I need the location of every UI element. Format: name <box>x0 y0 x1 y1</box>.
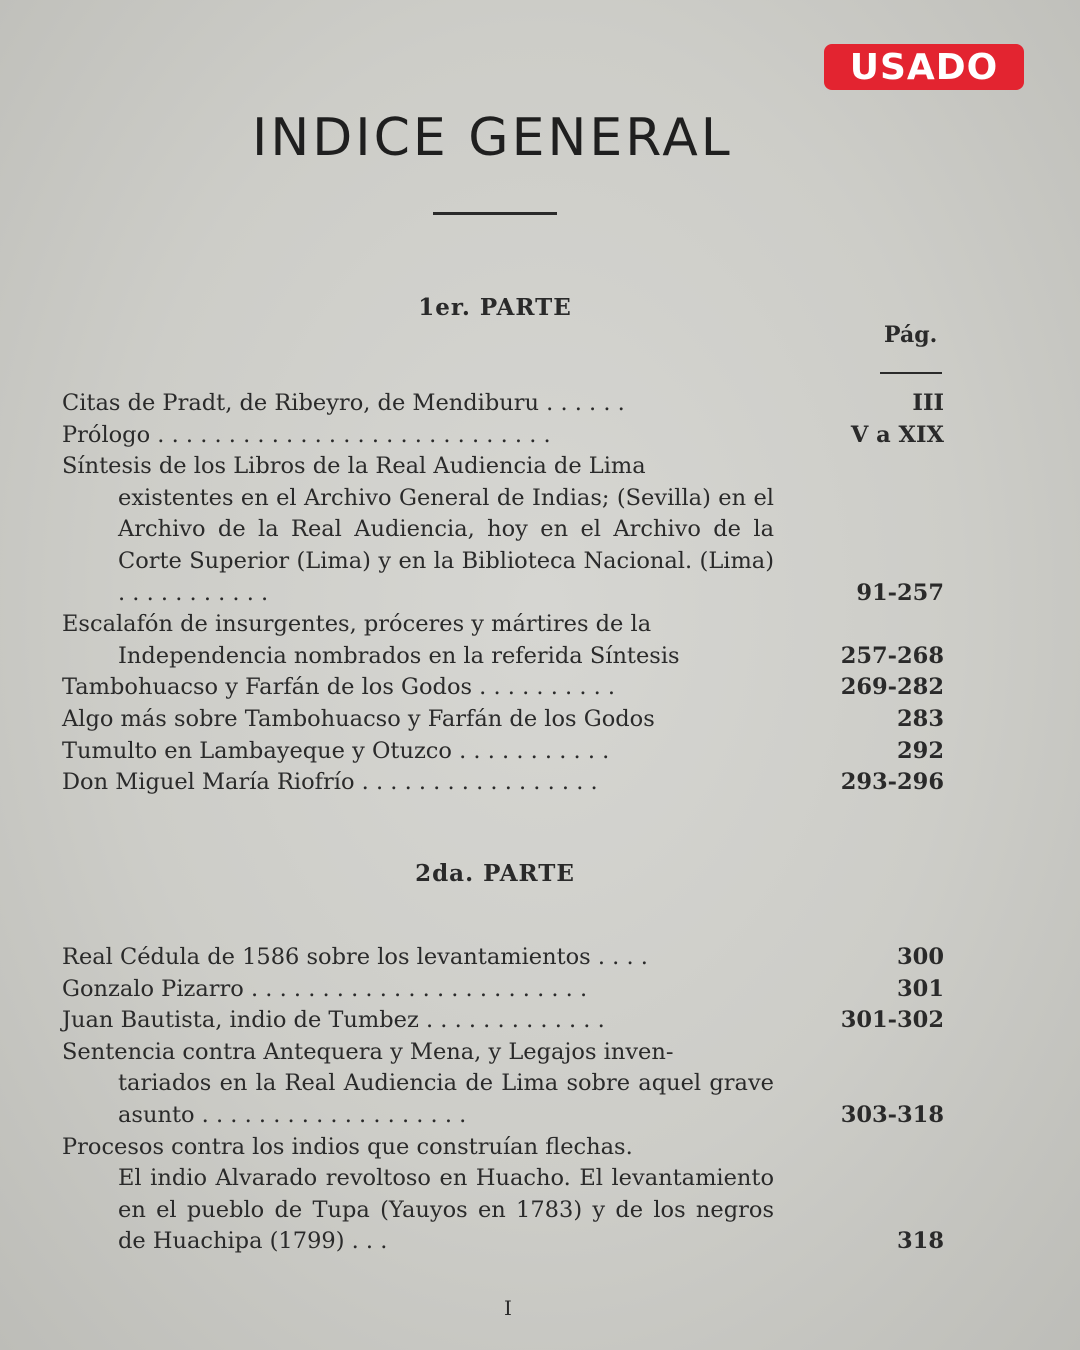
toc-entry-page: III <box>912 390 944 416</box>
toc-entry-title-first-line: Prólogo . . . . . . . . . . . . . . . . . . . . . . . . . . . . <box>62 421 551 448</box>
toc-entry <box>62 388 944 420</box>
toc-entry <box>62 451 944 609</box>
toc-entry <box>62 1005 944 1037</box>
toc-entry <box>62 974 944 1006</box>
page-title: INDICE GENERAL <box>252 108 733 168</box>
toc-entry-title-continuation: El indio Alvarado revoltoso en Huacho. El levantamiento en el pueblo de Tupa (Yauyos en 1783) y de los negros de Huachipa (1799) . . . <box>118 1165 774 1255</box>
toc-entry-page: 301 <box>897 975 944 1002</box>
toc-entry-title-continuation: tariados en la Real Audiencia de Lima sobre aquel grave asunto . . . . . . . . . . . . . . . . . . . <box>118 1070 774 1128</box>
part-1-heading: 1er. PARTE <box>418 294 572 321</box>
page-column-label: Pág. <box>884 322 938 348</box>
toc-entry-title <box>62 1132 774 1258</box>
toc-entry-title <box>62 942 774 974</box>
toc-entry-title <box>62 736 774 768</box>
toc-entry-title <box>62 704 774 736</box>
toc-entry-page: 300 <box>897 944 944 970</box>
toc-entry-title-first-line: Sentencia contra Antequera y Mena, y Legajos inven- <box>62 1038 674 1065</box>
toc-entry-title-first-line: Escalafón de insurgentes, próceres y mártires de la <box>62 611 652 638</box>
toc-entry-title <box>62 388 774 420</box>
toc-entry-page: 91-257 <box>856 579 944 606</box>
toc-entry <box>62 1132 944 1258</box>
toc-entry-page: 269-282 <box>840 674 944 701</box>
part-2-entries <box>62 942 944 1258</box>
toc-entry-title-first-line: Gonzalo Pizarro . . . . . . . . . . . . . . . . . . . . . . . . <box>62 975 588 1002</box>
toc-entry-title-first-line: Don Miguel María Riofrío . . . . . . . . . . . . . . . . . <box>62 769 598 796</box>
toc-entry-title <box>62 451 774 609</box>
toc-entry-title-first-line: Tumulto en Lambayeque y Otuzco . . . . . . . . . . . <box>62 737 610 764</box>
toc-entry-title <box>62 1037 774 1132</box>
toc-entry-title-first-line: Juan Bautista, indio de Tumbez . . . . . . . . . . . . . <box>62 1007 605 1034</box>
toc-entry-title <box>62 672 774 704</box>
toc-entry <box>62 609 944 672</box>
toc-entry-title-first-line: Real Cédula de 1586 sobre los levantamientos . . . . <box>62 944 648 970</box>
toc-entry-page: V a XIX <box>850 421 944 448</box>
used-badge: USADO <box>824 44 1024 90</box>
toc-entry <box>62 704 944 736</box>
part-1-entries <box>62 388 944 799</box>
toc-entry <box>62 1037 944 1132</box>
toc-entry <box>62 767 944 799</box>
toc-entry-page: 301-302 <box>840 1007 944 1034</box>
toc-entry <box>62 420 944 452</box>
toc-entry-title-first-line: Tambohuacso y Farfán de los Godos . . . . . . . . . . <box>62 674 616 701</box>
toc-entry-page: 318 <box>897 1228 944 1255</box>
toc-entry-page: 283 <box>897 705 944 732</box>
toc-entry-title-first-line: Procesos contra los indios que construían flechas. <box>62 1133 633 1160</box>
page-number: I <box>504 1296 512 1320</box>
toc-entry <box>62 942 944 974</box>
toc-entry-title <box>62 1005 774 1037</box>
toc-entry-page: 303-318 <box>840 1101 944 1128</box>
toc-entry-page: 292 <box>897 737 944 764</box>
title-divider <box>433 212 557 215</box>
part-2-heading: 2da. PARTE <box>415 860 575 887</box>
toc-entry-title-first-line: Algo más sobre Tambohuacso y Farfán de los Godos <box>62 705 655 732</box>
toc-entry-title-first-line: Síntesis de los Libros de la Real Audiencia de Lima <box>62 453 646 480</box>
toc-entry <box>62 672 944 704</box>
toc-entry <box>62 736 944 768</box>
toc-entry-title-continuation: existentes en el Archivo General de Indias; (Sevilla) en el Archivo de la Real Audiencia, hoy en el Archivo de la Corte Superior (Lima) y en la Biblioteca Nacional. (Lima) . . . . . . . . . . . <box>118 484 774 606</box>
toc-entry-title <box>62 609 774 672</box>
page-column-divider <box>880 372 942 374</box>
toc-entry-page: 257-268 <box>840 642 944 669</box>
toc-entry-title <box>62 767 774 799</box>
toc-entry-title <box>62 974 774 1006</box>
toc-entry-title-continuation: Independencia nombrados en la referida Síntesis <box>118 642 680 669</box>
toc-entry-title <box>62 420 774 452</box>
toc-entry-title-first-line: Citas de Pradt, de Ribeyro, de Mendiburu . . . . . . <box>62 390 625 416</box>
toc-entry-page: 293-296 <box>840 769 944 796</box>
